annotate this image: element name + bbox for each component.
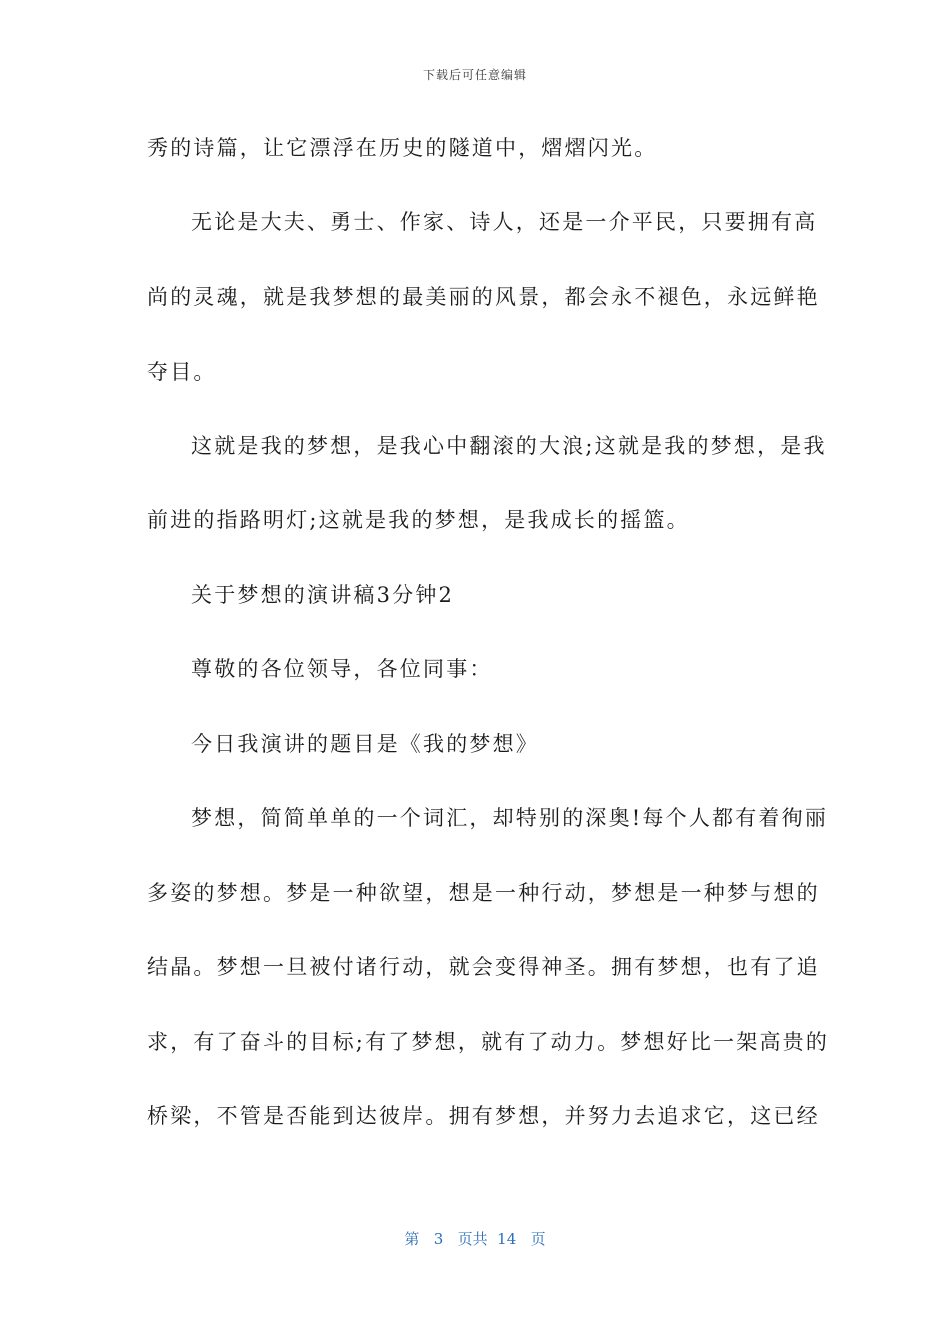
header-note: 下载后可任意编辑	[422, 68, 527, 82]
footer-prefix: 第	[404, 1230, 420, 1248]
footer-current-page: 3	[433, 1230, 444, 1248]
text-line: 夺目。	[147, 360, 217, 384]
footer-middle: 页共	[457, 1230, 488, 1248]
text-line: 无论是大夫、勇士、作家、诗人，还是一介平民，只要拥有高	[191, 210, 818, 234]
footer-total-pages: 14	[497, 1230, 517, 1248]
text-line: 桥梁，不管是否能到达彼岸。拥有梦想，并努力去追求它，这已经	[147, 1104, 820, 1128]
text-line: 这就是我的梦想，是我心中翻滚的大浪;这就是我的梦想，是我	[191, 434, 827, 458]
text-line: 今日我演讲的题目是《我的梦想》	[191, 732, 539, 756]
section-heading: 关于梦想的演讲稿3分钟2	[191, 583, 455, 607]
text-line: 尊敬的各位领导，各位同事：	[191, 657, 493, 681]
text-line: 多姿的梦想。梦是一种欲望，想是一种行动，梦想是一种梦与想的	[147, 881, 820, 905]
page-footer	[0, 1228, 950, 1249]
text-line: 秀的诗篇，让它漂浮在历史的隧道中，熠熠闪光。	[147, 136, 658, 160]
text-line: 求，有了奋斗的目标;有了梦想，就有了动力。梦想好比一架高贵的	[147, 1030, 830, 1054]
footer-suffix: 页	[530, 1230, 546, 1248]
text-line: 结晶。梦想一旦被付诸行动，就会变得神圣。拥有梦想，也有了追	[147, 955, 820, 979]
text-line: 尚的灵魂，就是我梦想的最美丽的风景，都会永不褪色，永远鲜艳	[147, 285, 820, 309]
text-line: 梦想，简简单单的一个词汇，却特别的深奥!每个人都有着徇丽	[191, 806, 829, 830]
text-line: 前进的指路明灯;这就是我的梦想，是我成长的摇篮。	[147, 508, 690, 532]
